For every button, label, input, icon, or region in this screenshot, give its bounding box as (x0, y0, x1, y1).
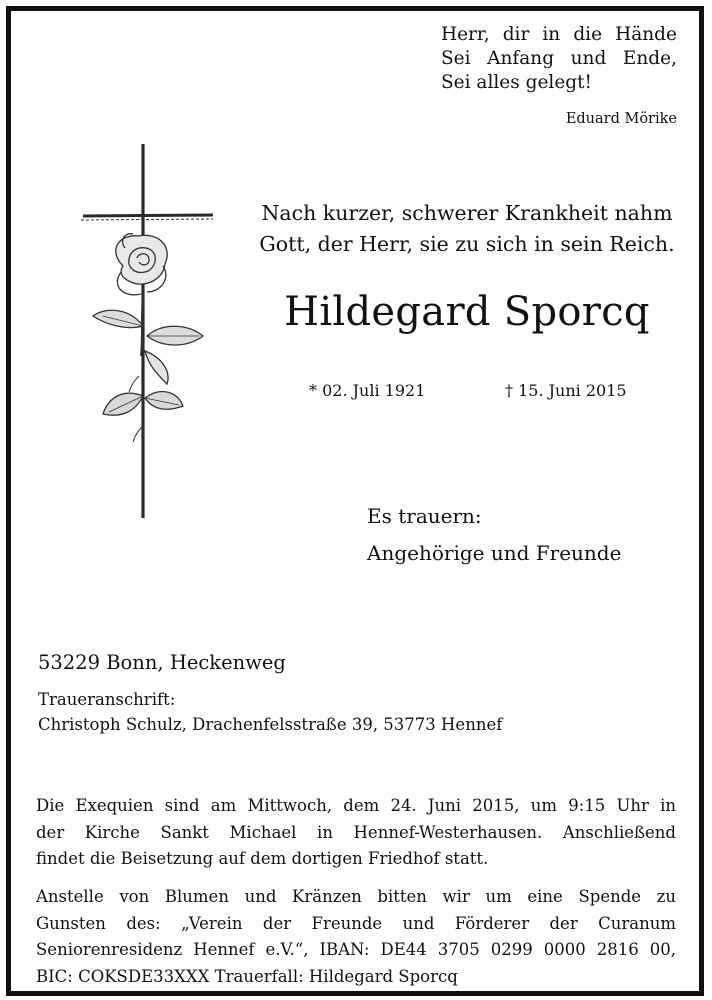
mourning-address-label: Traueranschrift: (38, 690, 176, 709)
donation-line-2: Gunsten des: „Verein der Freunde und Förderer der Curanum (36, 913, 676, 933)
poem (441, 23, 677, 95)
poem-line-2 (441, 47, 677, 71)
rose-icon (93, 234, 203, 442)
poem-word: in (542, 24, 561, 45)
mourners-heading: Es trauern: (367, 504, 482, 528)
donation-line-3: Seniorenresidenz Hennef e.V.“, IBAN: DE44 3705 0299 0000 2816 00, (36, 940, 676, 959)
donation-notice (36, 884, 676, 990)
funeral-line-2: der Kirche Sankt Michael in Hennef-Westerhausen. Anschließend (36, 822, 676, 842)
mourners-block (367, 498, 621, 572)
poem-word: Anfang (487, 48, 555, 69)
cross-icon (63, 136, 213, 526)
poem-word: Ende, (622, 48, 677, 69)
poem-word: die (573, 24, 603, 45)
obituary-card (6, 6, 704, 996)
poem-word: Hände (615, 24, 677, 45)
poem-line-3: Sei alles gelegt! (441, 72, 592, 93)
funeral-notice (36, 793, 676, 873)
intro-text (247, 198, 687, 260)
funeral-line-3: findet die Beisetzung auf dem dortigen Friedhof statt. (36, 849, 489, 868)
residence-address: 53229 Bonn, Heckenweg (38, 651, 286, 674)
intro-line-1: Nach kurzer, schwerer Krankheit nahm (261, 201, 673, 225)
mourning-address: Christoph Schulz, Drachenfelsstraße 39, 53773 Hennef (38, 715, 503, 734)
deceased-name: Hildegard Sporcq (284, 289, 650, 335)
poem-line-1 (441, 23, 677, 47)
death-date: † 15. Juni 2015 (505, 381, 627, 400)
funeral-line-1: Die Exequien sind am Mittwoch, dem 24. Juni 2015, um 9:15 Uhr in (36, 796, 676, 815)
intro-line-2: Gott, der Herr, sie zu sich in sein Reich. (259, 232, 675, 256)
poem-author: Eduard Mörike (565, 111, 677, 127)
poem-word: dir (502, 24, 530, 45)
poem-word: und (570, 48, 607, 69)
mourners-names: Angehörige und Freunde (367, 541, 622, 565)
poem-word: Herr, (441, 24, 490, 45)
donation-line-1: Anstelle von Blumen und Kränzen bitten wir um eine Spende zu (36, 887, 676, 906)
donation-line-4: BIC: COKSDE33XXX Trauerfall: Hildegard Sporcq (36, 966, 458, 986)
poem-word: Sei (441, 48, 471, 69)
birth-date: * 02. Juli 1921 (309, 381, 426, 400)
